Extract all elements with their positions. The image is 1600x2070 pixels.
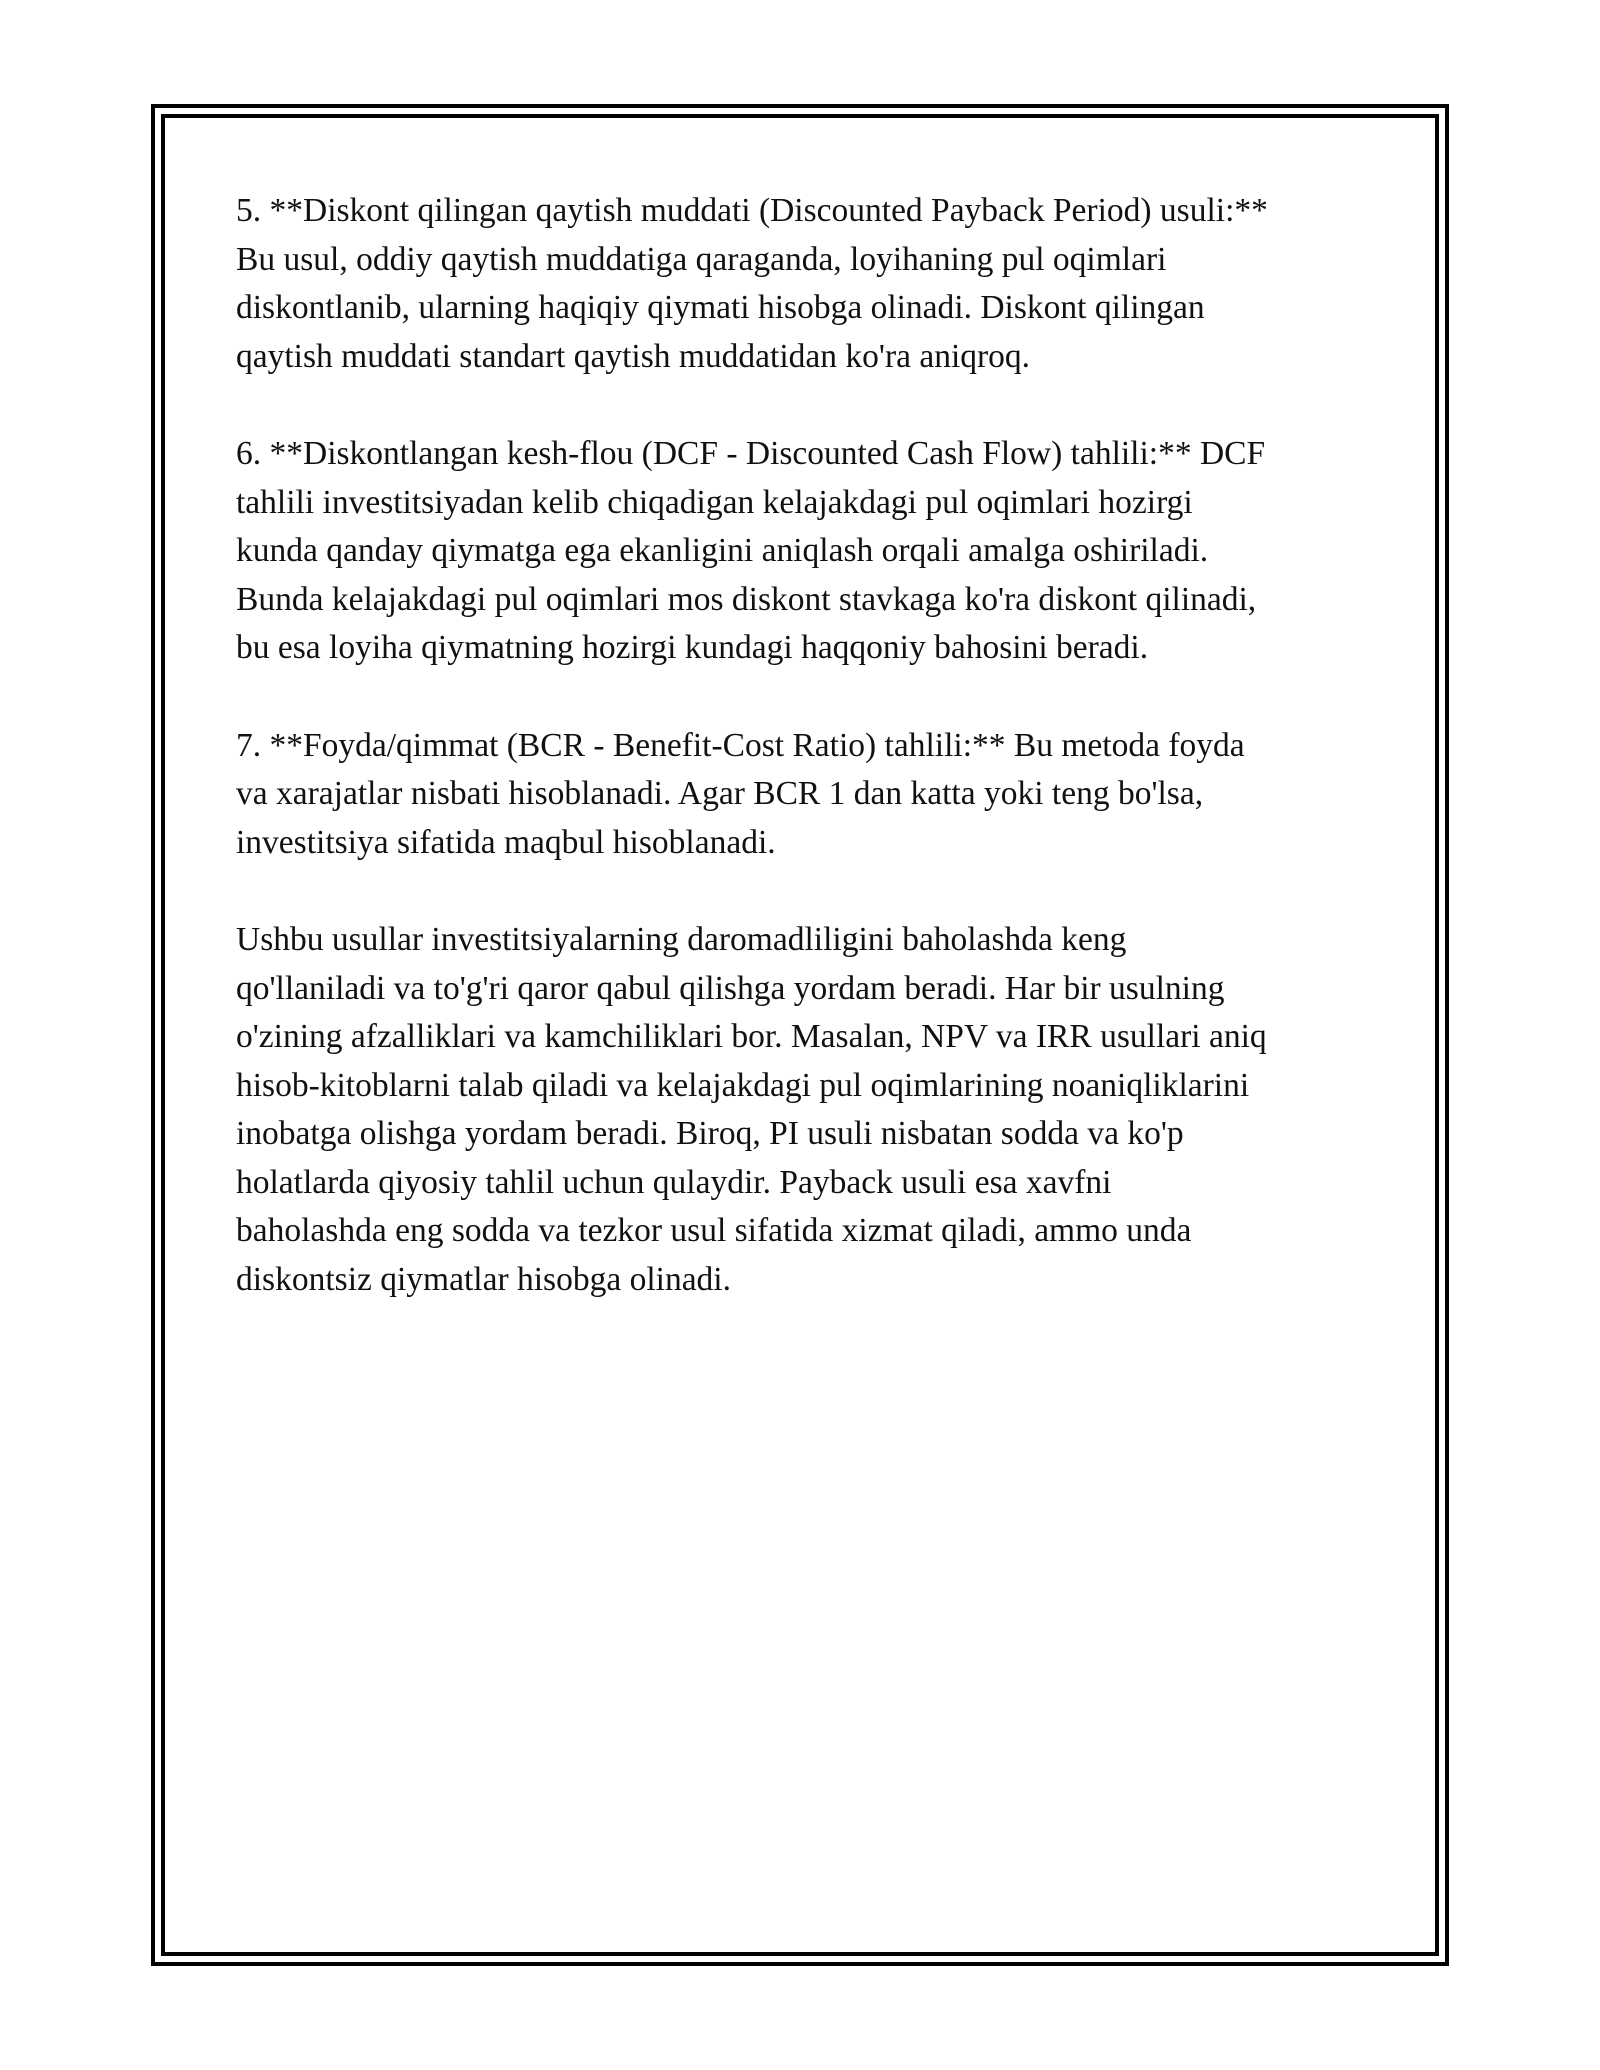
- text-line: Bu usul, oddiy qaytish muddatiga qaraganda, loyihaning pul oqimlari: [236, 240, 1167, 278]
- text-line: diskontsiz qiymatlar hisobga olinadi.: [236, 1260, 731, 1298]
- text-line: diskontlanib, ularning haqiqiy qiymati hisobga olinadi. Diskont qilingan: [236, 289, 1205, 326]
- text-line: qaytish muddati standart qaytish muddatidan ko'ra aniqroq.: [236, 337, 1031, 375]
- text-line: 5. **Diskont qilingan qaytish muddati (Discounted Payback Period) usuli:**: [236, 192, 1268, 229]
- text-line: Bunda kelajakdagi pul oqimlari mos diskont stavkaga ko'ra diskont qilinadi,: [236, 580, 1257, 618]
- paragraph-discounted-payback: [236, 187, 1396, 381]
- paragraph-summary: [236, 916, 1396, 1304]
- document-body: [236, 187, 1396, 1353]
- paragraph-bcr: [236, 722, 1396, 868]
- text-line: baholashda eng sodda va tezkor usul sifatida xizmat qiladi, ammo unda: [236, 1212, 1192, 1249]
- text-line: investitsiya sifatida maqbul hisoblanadi.: [236, 823, 776, 861]
- text-line: bu esa loyiha qiymatning hozirgi kundagi haqqoniy bahosini beradi.: [236, 629, 1149, 666]
- text-line: 7. **Foyda/qimmat (BCR - Benefit-Cost Ratio) tahlili:** Bu metoda foyda: [236, 726, 1245, 764]
- text-line: tahlili investitsiyadan kelib chiqadigan kelajakdagi pul oqimlari hozirgi: [236, 483, 1193, 521]
- text-line: 6. **Diskontlangan kesh-flou (DCF - Discounted Cash Flow) tahlili:** DCF: [236, 435, 1266, 472]
- text-line: holatlarda qiyosiy tahlil uchun qulaydir. Payback usuli esa xavfni: [236, 1163, 1112, 1201]
- text-line: o'zining afzalliklari va kamchiliklari bor. Masalan, NPV va IRR usullari aniq: [236, 1018, 1267, 1055]
- paragraph-dcf: [236, 430, 1396, 673]
- text-line: qo'llaniladi va to'g'ri qaror qabul qilishga yordam beradi. Har bir usulning: [236, 969, 1225, 1007]
- text-line: inobatga olishga yordam beradi. Biroq, PI usuli nisbatan sodda va ko'p: [236, 1115, 1184, 1152]
- text-line: Ushbu usullar investitsiyalarning daromadliligini baholashda keng: [236, 921, 1127, 958]
- text-line: hisob-kitoblarni talab qiladi va kelajakdagi pul oqimlarining noaniqliklarini: [236, 1066, 1250, 1104]
- text-line: va xarajatlar nisbati hisoblanadi. Agar BCR 1 dan katta yoki teng bo'lsa,: [236, 775, 1204, 812]
- text-line: kunda qanday qiymatga ega ekanligini aniqlash orqali amalga oshiriladi.: [236, 532, 1209, 569]
